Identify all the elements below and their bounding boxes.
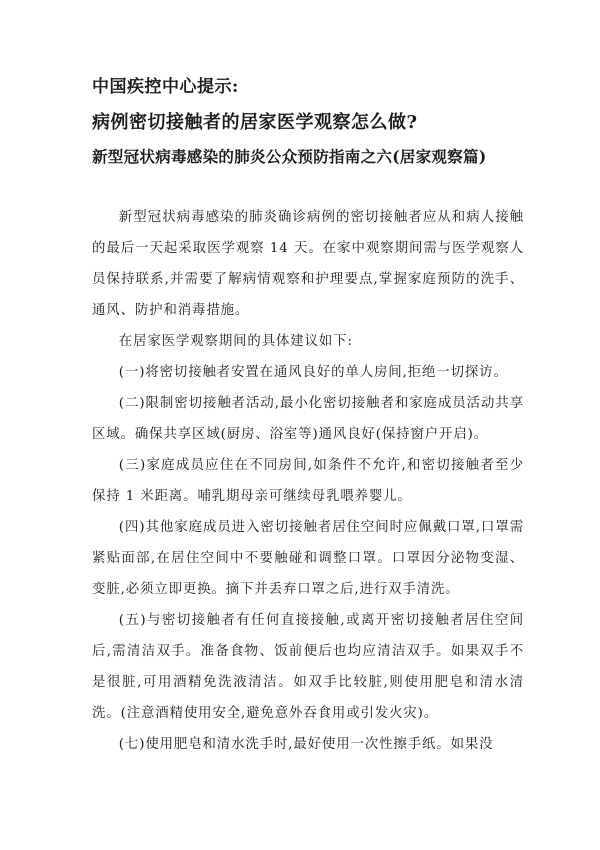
- paragraph-item-1: (一)将密切接触者安置在通风良好的单人房间,拒绝一切探访。: [118, 365, 508, 380]
- paragraph-lead: 在居家医学观察期间的具体建议如下:: [118, 334, 353, 349]
- paragraph-item-3: (三)家庭成员应住在不同房间,如条件不允许,和密切接触者至少保持 1 米距离。哺乳期母亲可继续母乳喂养婴儿。: [92, 458, 524, 504]
- paragraph-intro: 新型冠状病毒感染的肺炎确诊病例的密切接触者应从和病人接触的最后一天起采取医学观察 14 天。在家中观察期间需与医学观察人员保持联系,并需要了解病情观察和护理要点,掌握家庭预防的洗手、通风、防护和消毒措施。: [92, 210, 524, 318]
- page-subtitle: 新型冠状病毒感染的肺炎公众预防指南之六(居家观察篇): [92, 147, 487, 166]
- paragraph-item-4: (四)其他家庭成员进入密切接触者居住空间时应佩戴口罩,口罩需紧贴面部,在居住空间中不要触碰和调整口罩。口罩因分泌物变湿、变脏,必须立即更换。摘下并丢弃口罩之后,进行双手清洗。: [92, 520, 524, 597]
- document-body: [92, 202, 524, 760]
- page-title: 病例密切接触者的居家医学观察怎么做?: [92, 112, 418, 133]
- paragraph-item-5: (五)与密切接触者有任何直接接触,或离开密切接触者居住空间后,需清洁双手。准备食物、饭前便后也均应清洁双手。如果双手不是很脏,可用酒精免洗液清洁。如双手比较脏,则使用肥皂和清水清洗。(注意酒精使用安全,避免意外吞食用或引发火灾)。: [92, 613, 524, 721]
- header-source-line: 中国疾控中心提示:: [92, 77, 239, 97]
- paragraph-item-7: (七)使用肥皂和清水洗手时,最好使用一次性擦手纸。如果没: [118, 737, 494, 752]
- paragraph-item-2: (二)限制密切接触者活动,最小化密切接触者和家庭成员活动共享区域。确保共享区域(厨房、浴室等)通风良好(保持窗户开启)。: [92, 396, 524, 442]
